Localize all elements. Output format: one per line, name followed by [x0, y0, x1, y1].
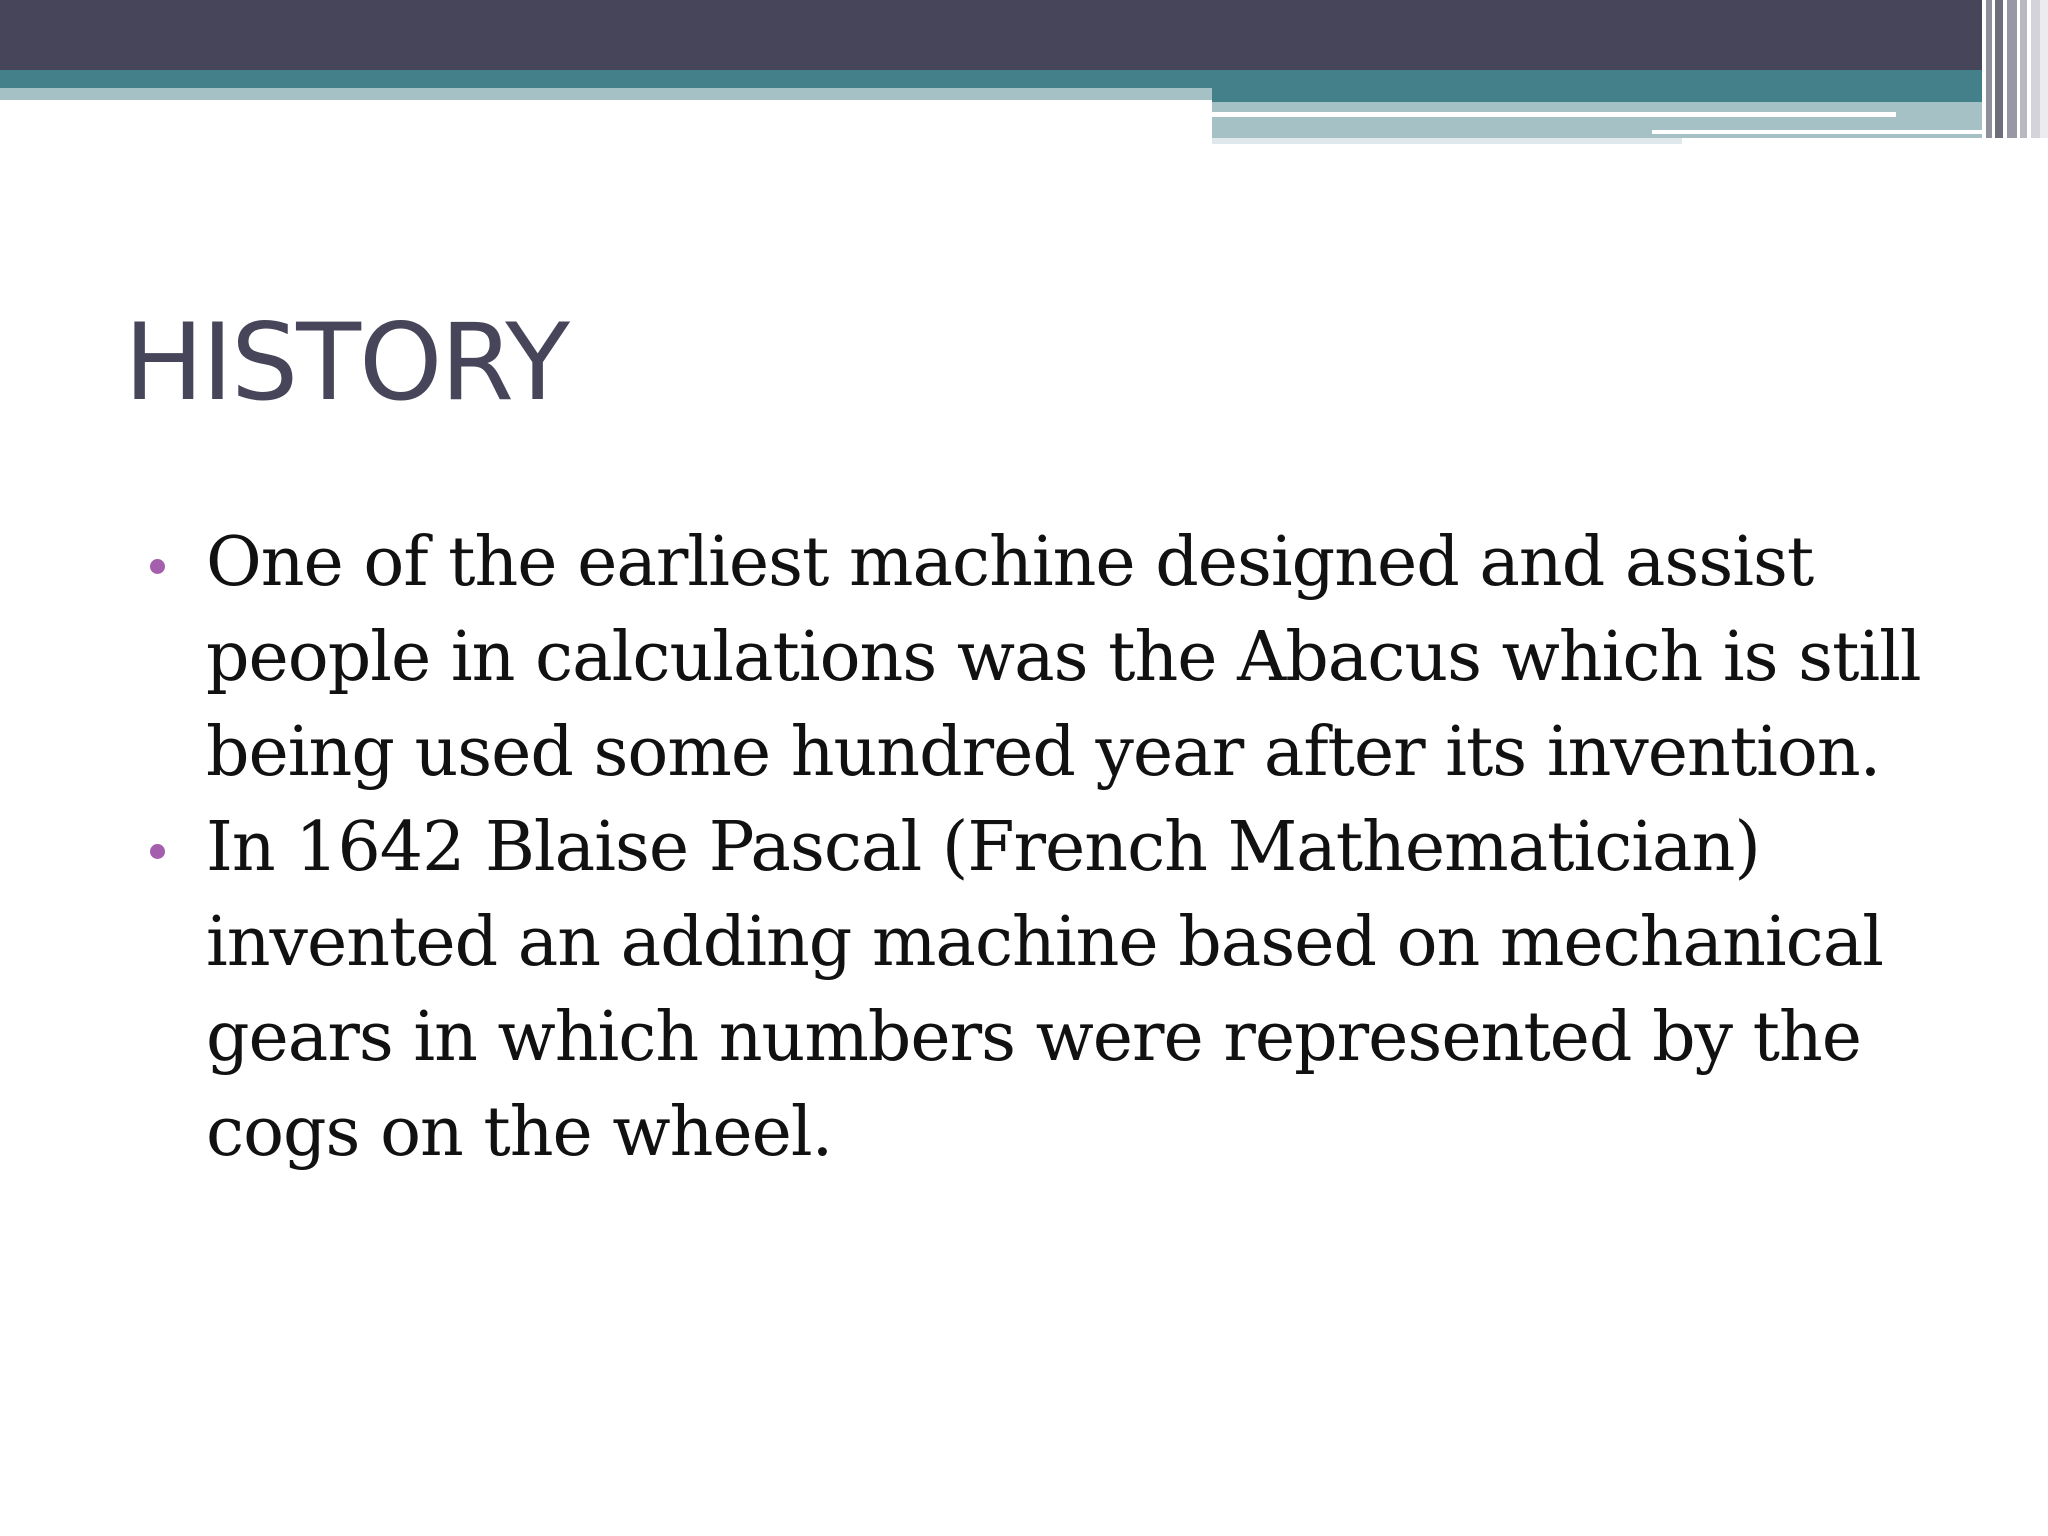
bullet-item	[150, 515, 1990, 800]
header-fade-line	[1212, 138, 1682, 144]
bullet-list	[150, 515, 1990, 1180]
bullet-dot-icon	[150, 844, 165, 859]
header-band-teal	[0, 70, 2048, 88]
header-band-dark	[0, 0, 2048, 70]
bullet-text: In 1642 Blaise Pascal (French Mathematician) invented an adding machine based on mechanical gears in which numbers were represented by the cogs on the wheel.	[206, 808, 1884, 1172]
slide-title: HISTORY	[124, 301, 569, 424]
bullet-item	[150, 800, 1990, 1180]
header-right-stripes	[1982, 0, 2048, 138]
bullet-dot-icon	[150, 559, 165, 574]
header-band-light-left	[0, 88, 1212, 100]
bullet-text: One of the earliest machine designed and assist people in calculations was the Abacus which is still being used some hundred year after its invention.	[206, 523, 1921, 792]
header-accent-line	[1212, 112, 1896, 117]
header-band-teal-right	[1212, 88, 2048, 102]
